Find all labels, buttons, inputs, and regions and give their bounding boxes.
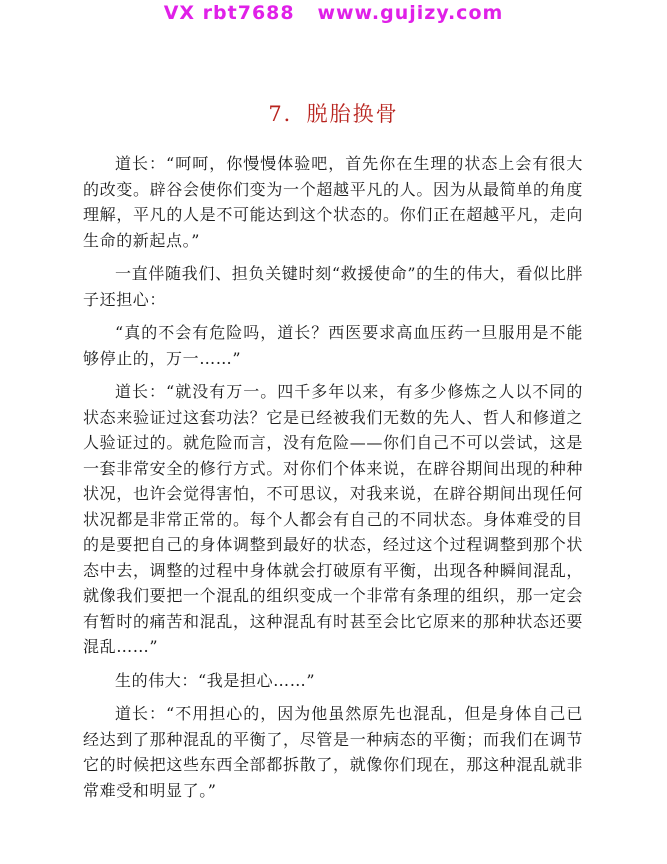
- paragraph-1: 道长：“呵呵，你慢慢体验吧，首先你在生理的状态上会有很大的改变。辟谷会使你们变为一个超越平凡的人。因为从最简单的角度理解，平凡的人是不可能达到这个状态的。你们正在超越平凡，走向生命的新起点。”: [83, 154, 583, 250]
- paragraph-2: 一直伴随我们、担负关键时刻“救援使命”的生的伟大，看似比胖子还担心：: [83, 264, 583, 309]
- paragraph-5: 生的伟大：“我是担心……”: [115, 670, 316, 690]
- paragraph-4: 道长：“就没有万一。四千多年以来，有多少修炼之人以不同的状态来验证过这套功法？它是已经被我们无数的先人、哲人和修道之人验证过的。就危险而言，没有危险——你们自己不可以尝试，这是一套非常安全的修行方式。对你们个体来说，在辟谷期间出现的种种状况，也许会觉得害怕，不可思议，对我来说，在辟谷期间出现任何状况都是非常正常的。每个人都会有自己的不同状态。身体难受的目的是要把自己的身体调整到最好的状态，经过这个过程调整到那个状态中去，调整的过程中身体就会打破原有平衡，出现各种瞬间混乱，就像我们要把一个混乱的组织变成一个非常有条理的组织，那一定会有暂时的痛苦和混乱，这种混乱有时甚至会比它原来的那种状态还要混乱……”: [83, 382, 583, 656]
- chapter-title: 7．脱胎换骨: [268, 102, 399, 126]
- chapter-body: [83, 151, 583, 811]
- paragraph-3: “真的不会有危险吗，道长？西医要求高血压药一旦服用是不能够停止的，万一……”: [83, 323, 583, 368]
- paragraph-6: 道长：“不用担心的，因为他虽然原先也混乱，但是身体自己已经达到了那种混乱的平衡了，尽管是一种病态的平衡；而我们在调节它的时候把这些东西全部都拆散了，就像你们现在，那这种混乱就非常难受和明显了。”: [83, 704, 583, 800]
- watermark-text: VX rbt7688 www.gujizy.com: [163, 2, 504, 24]
